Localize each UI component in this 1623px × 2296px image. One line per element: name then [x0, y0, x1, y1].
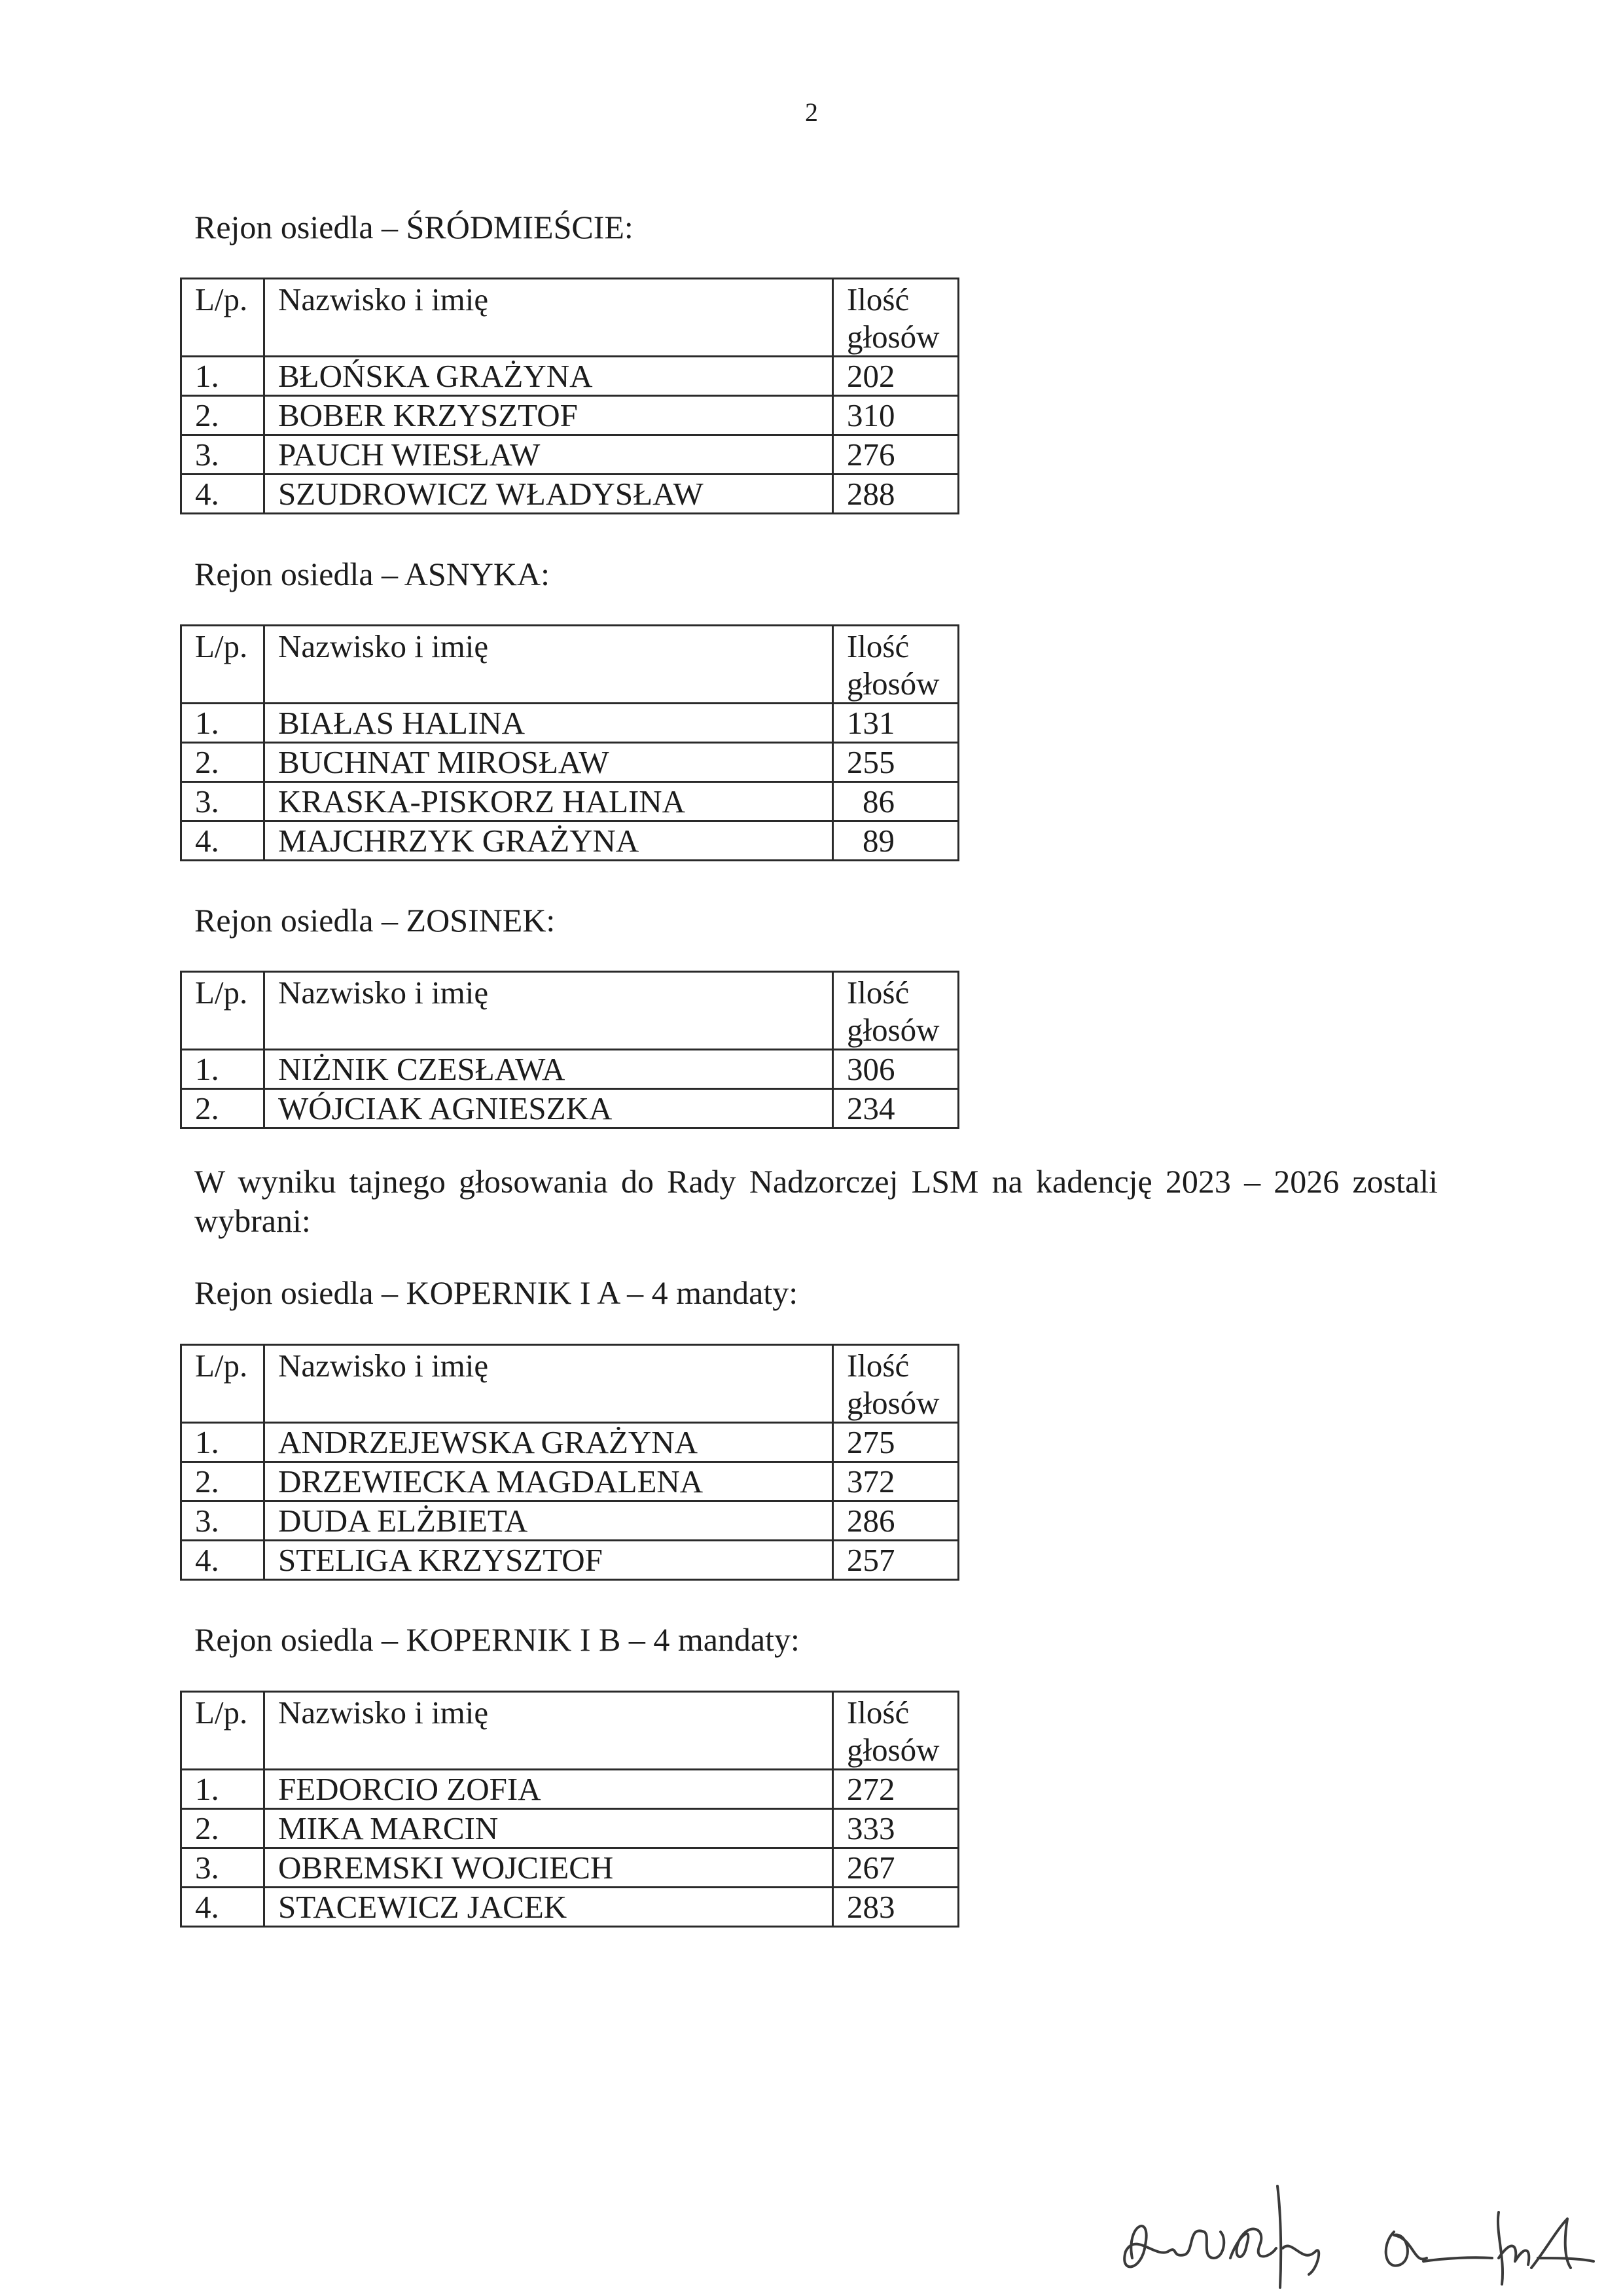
section-heading: Rejon osiedla – ASNYKA: — [194, 556, 550, 592]
column-header-votes: Ilość głosów — [833, 279, 959, 357]
column-header-votes: Ilość głosów — [833, 626, 959, 704]
table-header-row — [181, 1345, 959, 1423]
table-row — [181, 396, 959, 435]
row-number: 1. — [181, 1423, 264, 1462]
column-header-name: Nazwisko i imię — [264, 279, 833, 357]
candidate-name: STACEWICZ JACEK — [264, 1888, 833, 1927]
candidate-name: ANDRZEJEWSKA GRAŻYNA — [264, 1423, 833, 1462]
candidate-name: BIAŁAS HALINA — [264, 704, 833, 743]
table-header-row — [181, 972, 959, 1050]
table-header-row — [181, 1692, 959, 1770]
row-number: 3. — [181, 435, 264, 475]
vote-count: 272 — [833, 1770, 959, 1809]
column-header-lp: L/p. — [181, 1345, 264, 1423]
column-header-votes: Ilość głosów — [833, 972, 959, 1050]
vote-count: 288 — [833, 475, 959, 514]
vote-count: 257 — [833, 1541, 959, 1580]
candidate-name: STELIGA KRZYSZTOF — [264, 1541, 833, 1580]
votes-table — [180, 1691, 959, 1928]
candidate-name: FEDORCIO ZOFIA — [264, 1770, 833, 1809]
column-header-lp: L/p. — [181, 1692, 264, 1770]
candidate-name: DUDA ELŻBIETA — [264, 1501, 833, 1541]
section-heading: Rejon osiedla – ZOSINEK: — [194, 902, 556, 939]
candidate-name: SZUDROWICZ WŁADYSŁAW — [264, 475, 833, 514]
table-row — [181, 821, 959, 861]
signature-1 — [1124, 2186, 1319, 2287]
table-header-row — [181, 626, 959, 704]
row-number: 4. — [181, 475, 264, 514]
column-header-votes: Ilość głosów — [833, 1692, 959, 1770]
row-number: 1. — [181, 704, 264, 743]
row-number: 2. — [181, 1809, 264, 1848]
candidate-name: MIKA MARCIN — [264, 1809, 833, 1848]
candidate-name: DRZEWIECKA MAGDALENA — [264, 1462, 833, 1501]
candidate-name: BŁOŃSKA GRAŻYNA — [264, 357, 833, 396]
candidate-name: PAUCH WIESŁAW — [264, 435, 833, 475]
table-header-row — [181, 279, 959, 357]
vote-count: 255 — [833, 743, 959, 782]
vote-count: 202 — [833, 357, 959, 396]
section-heading: Rejon osiedla – ŚRÓDMIEŚCIE: — [194, 209, 633, 245]
row-number: 1. — [181, 1770, 264, 1809]
vote-count: 89 — [833, 821, 959, 861]
row-number: 2. — [181, 1462, 264, 1501]
row-number: 2. — [181, 1089, 264, 1128]
table-row — [181, 1809, 959, 1848]
votes-table — [180, 278, 959, 514]
candidate-name: KRASKA-PISKORZ HALINA — [264, 782, 833, 821]
column-header-name: Nazwisko i imię — [264, 972, 833, 1050]
row-number: 4. — [181, 1888, 264, 1927]
table-row — [181, 475, 959, 514]
row-number: 4. — [181, 821, 264, 861]
row-number: 2. — [181, 743, 264, 782]
column-header-name: Nazwisko i imię — [264, 1345, 833, 1423]
page-number: 2 — [805, 98, 818, 127]
vote-count: 275 — [833, 1423, 959, 1462]
table-row — [181, 1501, 959, 1541]
column-header-lp: L/p. — [181, 279, 264, 357]
table-row — [181, 704, 959, 743]
vote-count: 283 — [833, 1888, 959, 1927]
row-number: 1. — [181, 1050, 264, 1089]
table-row — [181, 1089, 959, 1128]
results-intro-paragraph: W wyniku tajnego głosowania do Rady Nadzorczej LSM na kadencję 2023 – 2026 zostali wybrani: — [194, 1163, 1438, 1239]
table-row — [181, 435, 959, 475]
row-number: 4. — [181, 1541, 264, 1580]
table-row — [181, 782, 959, 821]
vote-count: 310 — [833, 396, 959, 435]
table-row — [181, 1541, 959, 1580]
vote-count: 234 — [833, 1089, 959, 1128]
vote-count: 306 — [833, 1050, 959, 1089]
votes-table — [180, 624, 959, 861]
vote-count: 276 — [833, 435, 959, 475]
handwritten-signatures — [1106, 2160, 1603, 2291]
vote-count: 372 — [833, 1462, 959, 1501]
column-header-lp: L/p. — [181, 626, 264, 704]
table-row — [181, 1888, 959, 1927]
vote-count: 86 — [833, 782, 959, 821]
row-number: 2. — [181, 396, 264, 435]
column-header-name: Nazwisko i imię — [264, 626, 833, 704]
votes-table — [180, 1344, 959, 1581]
row-number: 3. — [181, 1848, 264, 1888]
row-number: 1. — [181, 357, 264, 396]
column-header-votes: Ilość głosów — [833, 1345, 959, 1423]
vote-count: 286 — [833, 1501, 959, 1541]
candidate-name: NIŻNIK CZESŁAWA — [264, 1050, 833, 1089]
votes-table — [180, 971, 959, 1129]
candidate-name: BUCHNAT MIROSŁAW — [264, 743, 833, 782]
section-heading: Rejon osiedla – KOPERNIK I B – 4 mandaty: — [194, 1621, 800, 1658]
candidate-name: MAJCHRZYK GRAŻYNA — [264, 821, 833, 861]
column-header-lp: L/p. — [181, 972, 264, 1050]
vote-count: 333 — [833, 1809, 959, 1848]
candidate-name: WÓJCIAK AGNIESZKA — [264, 1089, 833, 1128]
vote-count: 131 — [833, 704, 959, 743]
vote-count: 267 — [833, 1848, 959, 1888]
table-row — [181, 1462, 959, 1501]
table-row — [181, 1050, 959, 1089]
column-header-name: Nazwisko i imię — [264, 1692, 833, 1770]
table-row — [181, 1848, 959, 1888]
row-number: 3. — [181, 1501, 264, 1541]
row-number: 3. — [181, 782, 264, 821]
signature-2 — [1386, 2212, 1594, 2284]
table-row — [181, 743, 959, 782]
table-row — [181, 1770, 959, 1809]
table-row — [181, 1423, 959, 1462]
candidate-name: OBREMSKI WOJCIECH — [264, 1848, 833, 1888]
table-row — [181, 357, 959, 396]
section-heading: Rejon osiedla – KOPERNIK I A – 4 mandaty: — [194, 1274, 798, 1311]
candidate-name: BOBER KRZYSZTOF — [264, 396, 833, 435]
